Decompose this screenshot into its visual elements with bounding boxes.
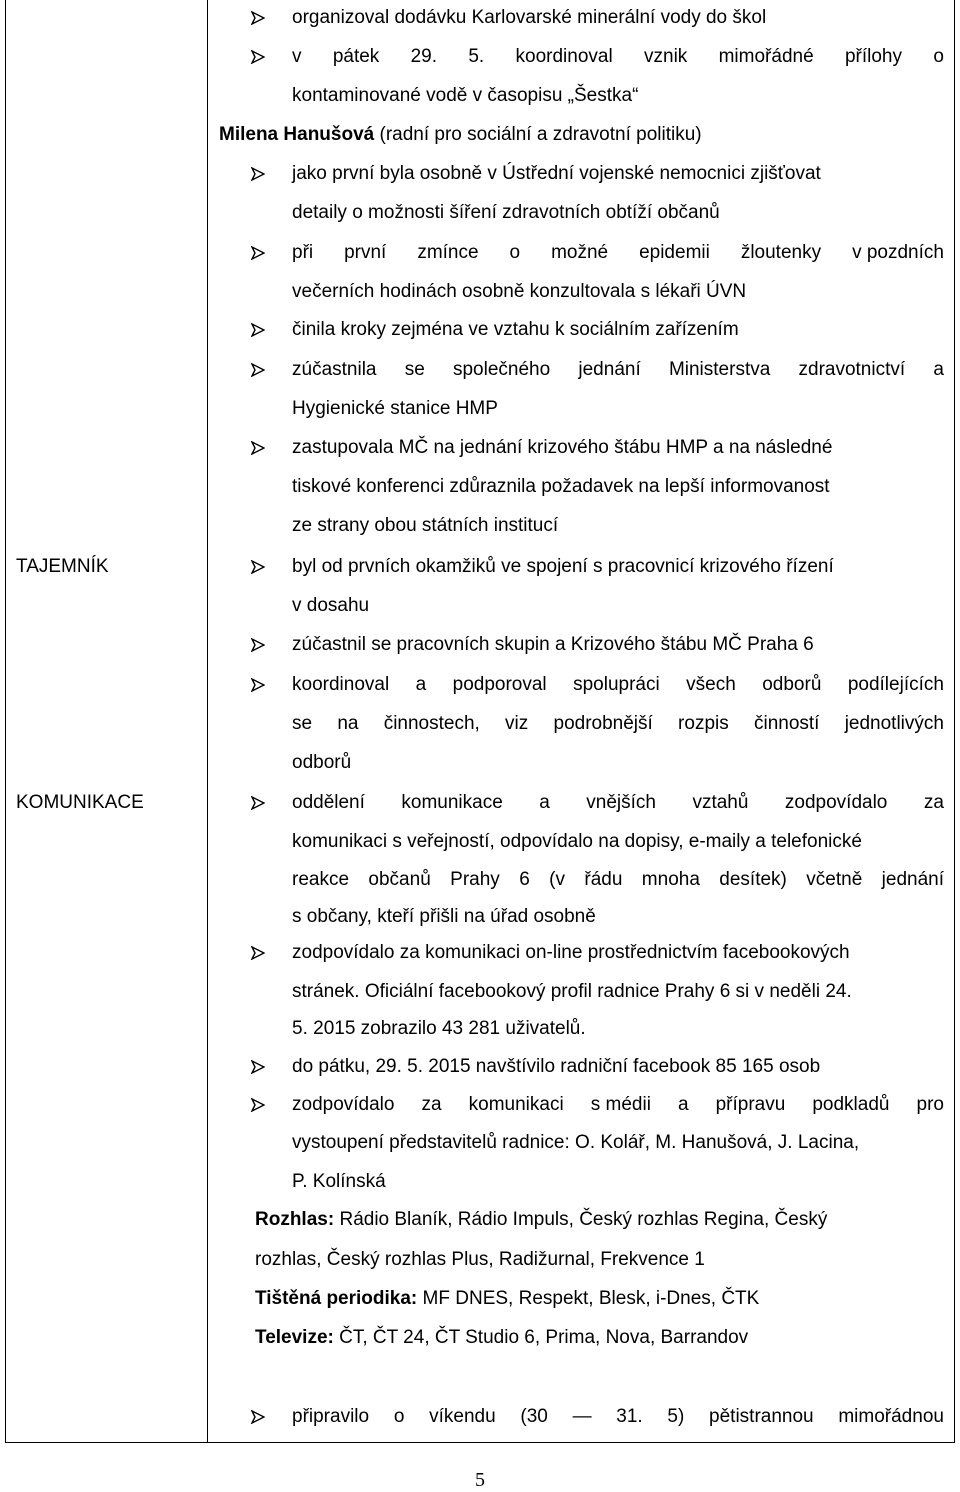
arrow-bullet-icon: [251, 246, 265, 260]
word: v: [292, 46, 302, 67]
word: mimořádné: [718, 46, 814, 67]
word: na: [337, 713, 359, 734]
word: činnostech,: [383, 713, 480, 734]
word: podkladů: [812, 1094, 890, 1115]
word: přílohy: [844, 46, 902, 67]
word: 31.: [616, 1406, 643, 1427]
word: podrobnější: [553, 713, 653, 734]
word: mimořádnou: [838, 1406, 944, 1427]
word: při: [292, 242, 314, 263]
media-list: Rádio Blaník, Rádio Impuls, Český rozhlas Regina, Český: [334, 1209, 828, 1230]
word: jednotlivých: [844, 713, 944, 734]
text-line: detaily o možnosti šíření zdravotních obtíží občanů: [292, 202, 720, 223]
text-line-justified: [292, 46, 944, 68]
text-line: 5. 2015 zobrazilo 43 281 uživatelů.: [292, 1018, 586, 1039]
word: epidemii: [639, 242, 710, 263]
arrow-bullet-icon: [251, 1060, 265, 1074]
text-line-justified: [292, 1094, 944, 1116]
word: reakce: [292, 869, 350, 890]
word: desítek): [719, 869, 787, 890]
word: pětistrannou: [709, 1406, 814, 1427]
word: a: [415, 674, 427, 695]
word: občanů: [368, 869, 431, 890]
word: koordinoval: [292, 674, 390, 695]
media-label: Tištěná periodika:: [255, 1288, 418, 1309]
arrow-bullet-icon: [251, 441, 265, 455]
word: za: [421, 1094, 442, 1115]
person-heading: [219, 124, 702, 146]
word: řádu: [584, 869, 623, 890]
word: komunikace: [401, 792, 503, 813]
text-line: Hygienické stanice HMP: [292, 398, 498, 419]
text-line: vystoupení představitelů radnice: O. Kolář, M. Hanušová, J. Lacina,: [292, 1132, 860, 1153]
text-line-justified: [292, 1406, 944, 1428]
word: všech: [686, 674, 736, 695]
text-line: ze strany obou státních institucí: [292, 515, 559, 536]
text-line-justified: [292, 359, 944, 381]
arrow-bullet-icon: [251, 11, 265, 25]
text-line-justified: [292, 242, 944, 264]
word: zdravotnictví: [798, 359, 906, 380]
text-line: stránek. Oficiální facebookový profil radnice Prahy 6 si v neděli 24.: [292, 981, 852, 1002]
word: —: [572, 1406, 592, 1427]
media-line-rozhlas: [255, 1209, 827, 1231]
text-line: rozhlas, Český rozhlas Plus, Radižurnal, Frekvence 1: [255, 1249, 705, 1270]
word: zmínce: [417, 242, 479, 263]
section-label-komunikace: KOMUNIKACE: [16, 792, 144, 813]
word: v pozdních: [852, 242, 944, 263]
person-role: (radní pro sociální a zdravotní politiku): [374, 124, 702, 145]
section-label-tajemnik: TAJEMNÍK: [16, 556, 109, 577]
person-name: Milena Hanušová: [219, 124, 375, 145]
word: pátek: [332, 46, 380, 67]
word: jednání: [578, 359, 641, 380]
word: připravilo: [292, 1406, 370, 1427]
media-list: MF DNES, Respekt, Blesk, i-Dnes, ČTK: [417, 1288, 760, 1309]
word: za: [923, 792, 944, 813]
word: spolupráci: [573, 674, 660, 695]
word: s médii: [590, 1094, 651, 1115]
media-label: Televize:: [255, 1327, 334, 1348]
word: činností: [753, 713, 820, 734]
word: žloutenky: [740, 242, 822, 263]
word: 29.: [410, 46, 438, 67]
text-line: zúčastnil se pracovních skupin a Krizového štábu MČ Praha 6: [292, 634, 814, 655]
text-line: činila kroky zejména ve vztahu k sociálním zařízením: [292, 319, 739, 340]
media-list: ČT, ČT 24, ČT Studio 6, Prima, Nova, Barrandov: [333, 1327, 749, 1348]
word: (v: [549, 869, 565, 890]
word: včetně: [806, 869, 863, 890]
word: pro: [916, 1094, 944, 1115]
word: a: [677, 1094, 689, 1115]
word: 5): [667, 1406, 685, 1427]
word: 6: [519, 869, 530, 890]
word: mnoha: [641, 869, 700, 890]
arrow-bullet-icon: [251, 167, 265, 181]
word: společného: [452, 359, 551, 380]
text-line: tiskové konferenci zdůraznila požadavek na lepší informovanost: [292, 476, 830, 497]
word: vnějších: [586, 792, 656, 813]
text-line: jako první byla osobně v Ústřední vojenské nemocnici zjišťovat: [292, 163, 821, 184]
arrow-bullet-icon: [251, 638, 265, 652]
word: o: [933, 46, 944, 67]
arrow-bullet-icon: [251, 363, 265, 377]
word: koordinoval: [515, 46, 613, 67]
text-line: zodpovídalo za komunikaci on-line prostřednictvím facebookových: [292, 942, 850, 963]
arrow-bullet-icon: [251, 50, 265, 64]
arrow-bullet-icon: [251, 678, 265, 692]
word: první: [344, 242, 387, 263]
word: přípravu: [715, 1094, 786, 1115]
media-line-televize: [255, 1327, 748, 1349]
word: se: [404, 359, 425, 380]
text-line: byl od prvních okamžiků ve spojení s pracovnicí krizového řízení: [292, 556, 834, 577]
arrow-bullet-icon: [251, 323, 265, 337]
word: podporoval: [452, 674, 547, 695]
word: odborů: [762, 674, 822, 695]
word: rozpis: [678, 713, 729, 734]
word: se: [292, 713, 313, 734]
media-line-tisk: [255, 1288, 759, 1310]
word: (30: [520, 1406, 548, 1427]
media-label: Rozhlas:: [255, 1209, 335, 1230]
text-line-justified: [292, 792, 944, 814]
word: Ministerstva: [668, 359, 771, 380]
word: zodpovídalo: [784, 792, 888, 813]
text-line: P. Kolínská: [292, 1171, 386, 1192]
text-line-justified: [292, 713, 944, 735]
page-number: 5: [475, 1469, 485, 1491]
word: jednání: [881, 869, 944, 890]
text-line: s občany, kteří přišli na úřad osobně: [292, 906, 596, 927]
word: víkendu: [429, 1406, 496, 1427]
word: 5.: [468, 46, 485, 67]
text-line-justified: [292, 674, 944, 696]
text-line: komunikaci s veřejností, odpovídalo na dopisy, e-maily a telefonické: [292, 831, 862, 852]
word: a: [539, 792, 550, 813]
text-line: kontaminované vodě v časopisu „Šestka“: [292, 85, 639, 106]
arrow-bullet-icon: [251, 1098, 265, 1112]
text-line: do pátku, 29. 5. 2015 navštívilo radniční facebook 85 165 osob: [292, 1056, 821, 1077]
arrow-bullet-icon: [251, 946, 265, 960]
word: viz: [505, 713, 529, 734]
word: o: [393, 1406, 405, 1427]
word: oddělení: [292, 792, 365, 813]
word: podílejících: [847, 674, 944, 695]
arrow-bullet-icon: [251, 796, 265, 810]
arrow-bullet-icon: [251, 560, 265, 574]
word: komunikaci: [468, 1094, 564, 1115]
word: zúčastnila: [292, 359, 377, 380]
word: vztahů: [692, 792, 749, 813]
text-line: odborů: [292, 752, 352, 773]
arrow-bullet-icon: [251, 1410, 265, 1424]
word: o: [509, 242, 521, 263]
word: zodpovídalo: [292, 1094, 395, 1115]
column-divider: [207, 0, 208, 1443]
text-line-justified: [292, 869, 944, 891]
word: možné: [551, 242, 609, 263]
text-line: organizoval dodávku Karlovarské minerální vody do škol: [292, 7, 767, 28]
text-line: večerních hodinách osobně konzultovala s lékaři ÚVN: [292, 281, 747, 302]
word: a: [933, 359, 944, 380]
word: vznik: [644, 46, 688, 67]
text-line: v dosahu: [292, 595, 370, 616]
word: Prahy: [450, 869, 500, 890]
text-line: zastupovala MČ na jednání krizového štábu HMP a na následné: [292, 437, 833, 458]
